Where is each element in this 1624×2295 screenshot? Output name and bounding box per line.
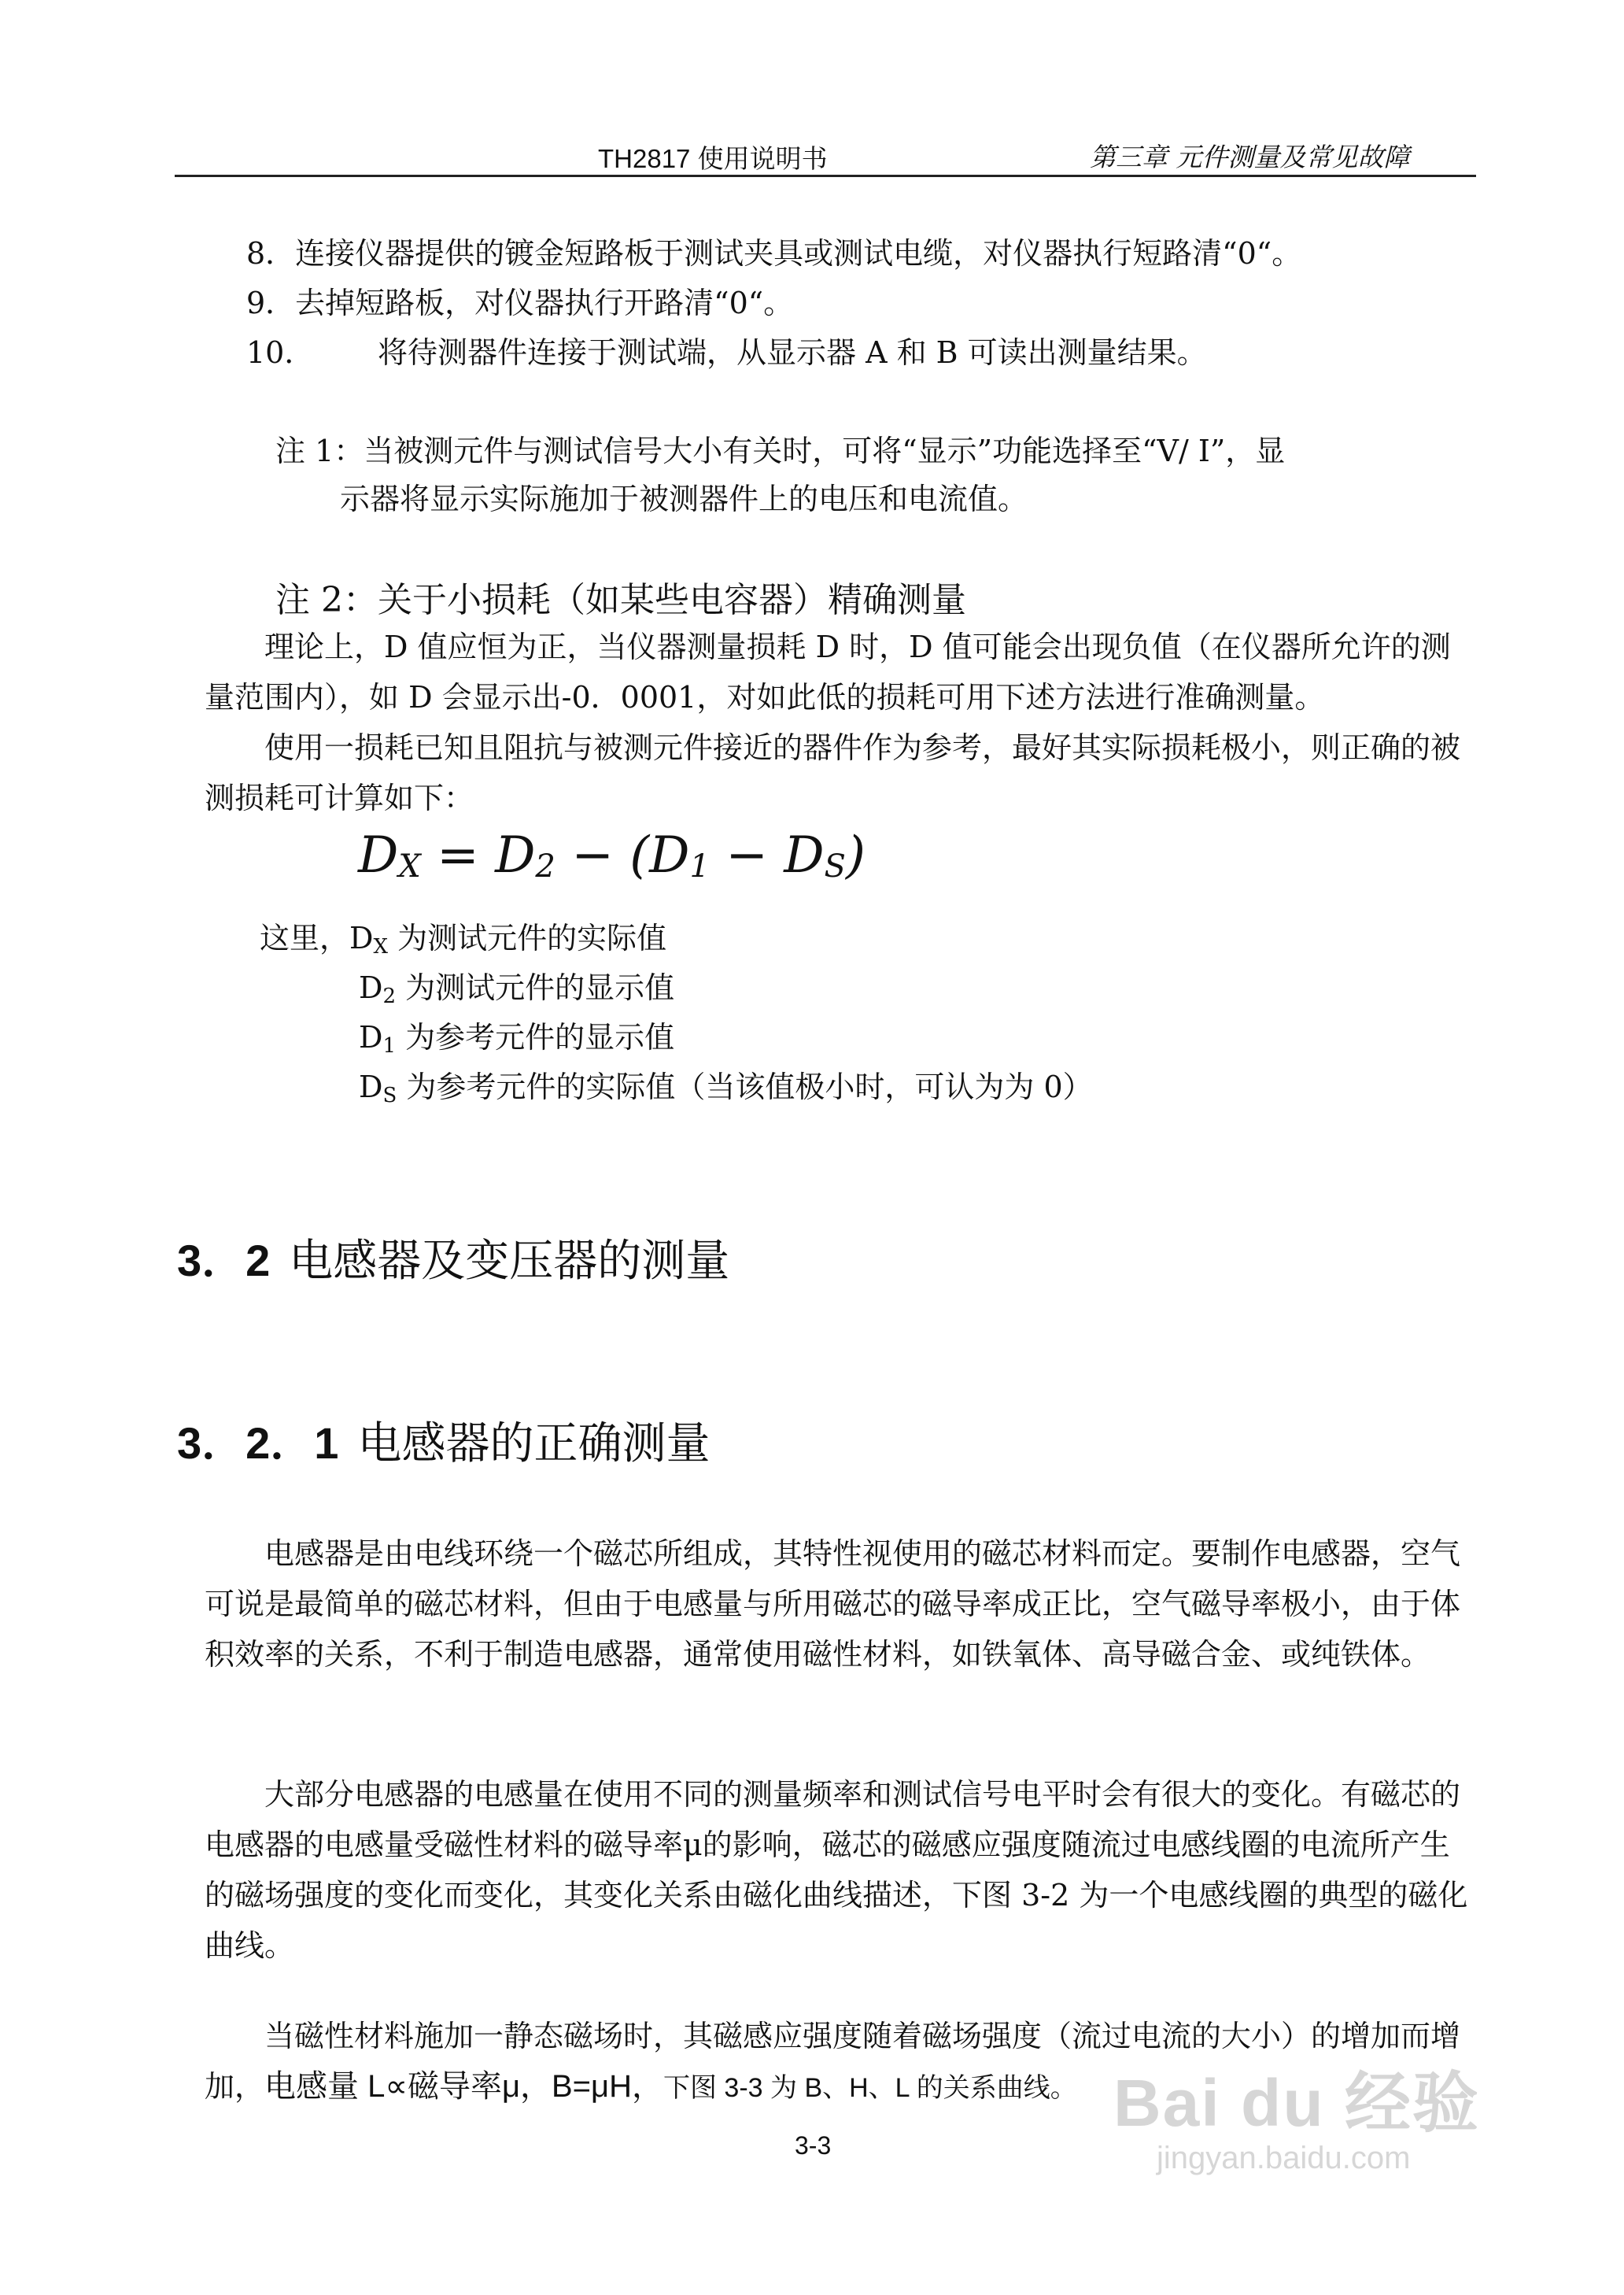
inductor-paragraph-2: 大部分电感器的电感量在使用不同的测量频率和测试信号电平时会有很大的变化。有磁芯的电感器的电感量受磁性材料的磁导率μ的影响，磁芯的磁感应强度随流过电感线圈的电流所产生的磁场强度的变化而变化，其变化关系由磁化曲线描述，下图 3-2 为一个电感线圈的典型的磁化曲线。 <box>205 1777 1468 1963</box>
definition-d1: $D_1$ 为参考元件的显示值 <box>359 1020 675 1058</box>
definition-dx: 这里，$D_X$ 为测试元件的实际值 <box>260 921 667 959</box>
note1-line1: 注 1：当被测元件与测试信号大小有关时，可将“显示”功能选择至“V/ I”，显 <box>275 434 1286 468</box>
header-divider <box>175 175 1476 177</box>
step-10-text: 将待测器件连接于测试端，从显示器 A 和 B 可读出测量结果。 <box>378 335 1207 370</box>
definition-d2: $D_2$ 为测试元件的显示值 <box>359 970 675 1008</box>
header-chapter-title: 第三章 元件测量及常见故障 <box>1090 142 1410 172</box>
step-8: 8．连接仪器提供的镀金短路板于测试夹具或测试电缆，对仪器执行短路清“0“。 <box>246 236 1302 271</box>
inductor-paragraph-1: 电感器是由电线环绕一个磁芯所组成，其特性视使用的磁芯材料而定。要制作电感器，空气可说是最简单的磁芯材料，但由于电感量与所用磁芯的磁导率成正比，空气磁导率极小，由于体积效率的关系，不利于制造电感器，通常使用磁性材料，如铁氧体、高导磁合金、或纯铁体。 <box>205 1536 1461 1672</box>
baidu-watermark-url: jingyan.baidu.com <box>1157 2141 1411 2175</box>
baidu-watermark-logo: Bai du 经验 <box>1113 2066 1481 2140</box>
step-10-number: 10． <box>246 335 315 370</box>
page-number: 3-3 <box>795 2131 832 2160</box>
note2-paragraph-2: 使用一损耗已知且阻抗与被测元件接近的器件作为参考，最好其实际损耗极小，则正确的被测损耗可计算如下： <box>205 730 1461 815</box>
header-manual-title: TH2817 使用说明书 <box>598 144 828 173</box>
note2-title: 注 2：关于小损耗（如某些电容器）精确测量 <box>275 580 966 620</box>
note2-paragraph-1: 理论上，D 值应恒为正，当仪器测量损耗 D 时，D 值可能会出现负值（在仪器所允许的测量范围内），如 D 会显示出-0．0001，对如此低的损耗可用下述方法进行准确测量。 <box>205 630 1451 715</box>
loss-formula: $D_X = D_2 - (D_1 - D_S)$ <box>358 826 866 885</box>
definition-ds: $D_S$ 为参考元件的实际值（当该值极小时，可认为为 0） <box>359 1070 1093 1107</box>
inductor-paragraph-3: 当磁性材料施加一静态磁场时，其磁感应强度随着磁场强度（流过电流的大小）的增加而增加，电感量 L∝磁导率μ，B=μH，下图 3-3 为 B、H、L 的关系曲线。 <box>205 2019 1461 2104</box>
section-3-2-heading: 3．2 电感器及变压器的测量 <box>177 1236 730 1287</box>
section-3-2-1-heading: 3．2．1 电感器的正确测量 <box>177 1418 710 1469</box>
step-9: 9．去掉短路板，对仪器执行开路清“0“。 <box>246 286 794 320</box>
note1-line2: 示器将显示实际施加于被测器件上的电压和电流值。 <box>340 482 1028 516</box>
